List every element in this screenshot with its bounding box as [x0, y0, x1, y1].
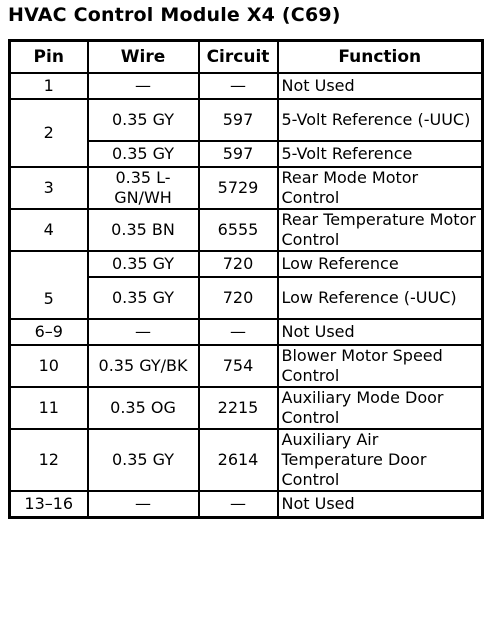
wire-cell: 0.35 OG	[88, 387, 199, 429]
circuit-cell: 720	[199, 277, 278, 319]
table-row	[10, 345, 483, 387]
pin-cell: 11	[10, 387, 88, 429]
circuit-cell: 2614	[199, 429, 278, 491]
circuit-cell: 720	[199, 251, 278, 277]
wire-cell: 0.35 GY	[88, 141, 199, 167]
circuit-cell: —	[199, 319, 278, 345]
function-cell: Not Used	[278, 73, 483, 99]
pin-cell: 12	[10, 429, 88, 491]
wire-cell: —	[88, 491, 199, 517]
pin-cell: 13–16	[10, 491, 88, 517]
pin-cell: 10	[10, 345, 88, 387]
header-pin: Pin	[10, 41, 88, 74]
wire-cell: 0.35 BN	[88, 209, 199, 251]
pin-table	[8, 39, 484, 519]
table-row	[10, 251, 483, 277]
header-row	[10, 41, 483, 74]
wire-cell: 0.35 GY/BK	[88, 345, 199, 387]
function-cell: 5-Volt Reference	[278, 141, 483, 167]
header-function: Function	[278, 41, 483, 74]
circuit-cell: 754	[199, 345, 278, 387]
function-cell: 5-Volt Reference (-UUC)	[278, 99, 483, 141]
circuit-cell: 6555	[199, 209, 278, 251]
wire-cell: 0.35 GY	[88, 429, 199, 491]
pin-cell: 1	[10, 73, 88, 99]
circuit-cell: 597	[199, 99, 278, 141]
function-cell: Auxiliary Mode Door Control	[278, 387, 483, 429]
function-cell: Rear Mode Motor Control	[278, 167, 483, 209]
table-row	[10, 209, 483, 251]
circuit-cell: —	[199, 73, 278, 99]
wire-cell: 0.35 GY	[88, 99, 199, 141]
page-title: HVAC Control Module X4 (C69)	[8, 4, 341, 26]
circuit-cell: 5729	[199, 167, 278, 209]
function-cell: Auxiliary Air Temperature Door Control	[278, 429, 483, 491]
function-cell: Not Used	[278, 491, 483, 517]
circuit-cell: 597	[199, 141, 278, 167]
wire-cell: 0.35 L-GN/WH	[88, 167, 199, 209]
wire-cell: 0.35 GY	[88, 277, 199, 319]
function-cell: Not Used	[278, 319, 483, 345]
circuit-cell: 2215	[199, 387, 278, 429]
function-cell: Low Reference (-UUC)	[278, 277, 483, 319]
table-row	[10, 167, 483, 209]
pin-cell: 5	[10, 251, 88, 319]
pin-cell: 6–9	[10, 319, 88, 345]
pin-cell: 4	[10, 209, 88, 251]
wire-cell: 0.35 GY	[88, 251, 199, 277]
table-row	[10, 491, 483, 517]
header-wire: Wire	[88, 41, 199, 74]
pin-cell: 3	[10, 167, 88, 209]
header-circuit: Circuit	[199, 41, 278, 74]
circuit-cell: —	[199, 491, 278, 517]
table-row	[10, 319, 483, 345]
wire-cell: —	[88, 319, 199, 345]
table-row	[10, 73, 483, 99]
function-cell: Blower Motor Speed Control	[278, 345, 483, 387]
function-cell: Low Reference	[278, 251, 483, 277]
table-row	[10, 99, 483, 141]
wire-cell: —	[88, 73, 199, 99]
pin-cell: 2	[10, 99, 88, 167]
table-row	[10, 429, 483, 491]
table-row	[10, 387, 483, 429]
function-cell: Rear Temperature Motor Control	[278, 209, 483, 251]
